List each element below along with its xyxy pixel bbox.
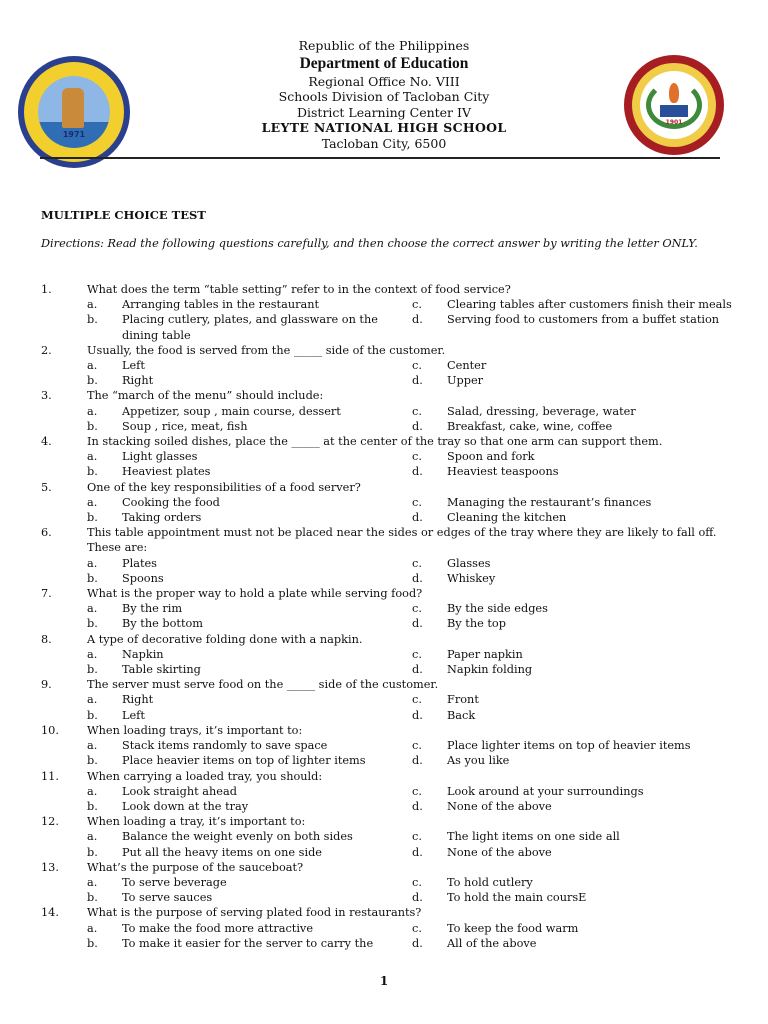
department-line: Department of Education [299,54,469,72]
choice-text: None of the above [447,799,552,813]
page-number: 1 [379,974,389,988]
indent [41,799,87,814]
question-stem-row [41,905,741,920]
question-text: This table appointment must not be placed near the sides or edges of the tray where they are likely to fall off. These are: [87,526,717,555]
choice-letter: c. [412,830,422,844]
choice-row [41,845,741,860]
choice-row [41,510,741,525]
indent [41,495,87,510]
choice-text: To make the food more attractive [122,921,314,935]
choice-text: Managing the restaurant’s finances [447,495,652,509]
choice-row [41,799,741,814]
indent [41,601,87,616]
choice-letter: c. [412,450,422,464]
choice-row [41,312,741,342]
choice-letter: c. [412,602,422,616]
question-number: 14. [41,906,59,920]
choice-row [41,647,741,662]
choice-letter: d. [412,891,423,905]
indent [41,662,87,677]
choice-letter: b. [87,845,98,859]
choice-text: None of the above [447,845,552,859]
choice-text: Put all the heavy items on one side [122,845,322,859]
choice-letter: a. [87,404,98,418]
question-number: 3. [41,389,52,403]
choice-row [41,708,741,723]
choice-text: Breakfast, cake, wine, coffee [447,419,613,433]
choice-text: Soup , rice, meat, fish [122,419,248,433]
question-text: What is the proper way to hold a plate while serving food? [87,587,423,601]
choice-text: Clearing tables after customers finish their meals [447,298,732,312]
question-stem-row [41,434,741,449]
question-stem-row [41,723,741,738]
choice-row [41,875,741,890]
question-stem-row [41,860,741,875]
choice-letter: c. [412,359,422,373]
choice-row [41,692,741,707]
question-number: 12. [41,815,59,829]
choice-text: Look around at your surroundings [447,784,644,798]
indent [41,921,87,936]
question-text: When loading a tray, it’s important to: [87,815,306,829]
choice-letter: a. [87,693,98,707]
choice-text: Appetizer, soup , main course, dessert [122,404,341,418]
choice-row [41,495,741,510]
choice-text: Salad, dressing, beverage, water [447,404,636,418]
choice-row [41,358,741,373]
question-stem-row [41,814,741,829]
republic-line: Republic of the Philippines [298,38,470,53]
choice-letter: d. [412,754,423,768]
choice-letter: a. [87,739,98,753]
choice-row [41,936,741,951]
choice-text: Spoon and fork [447,450,535,464]
choice-text: Napkin folding [447,663,533,677]
choice-row [41,449,741,464]
choice-row [41,738,741,753]
indent [41,890,87,905]
question-text: When carrying a loaded tray, you should: [87,769,323,783]
question-stem-row [41,388,741,403]
choice-text: Left [122,359,145,373]
choice-letter: d. [412,571,423,585]
question-number: 8. [41,632,52,646]
indent [41,738,87,753]
choice-letter: a. [87,359,98,373]
question-text: What is the purpose of serving plated food in restaurants? [87,906,422,920]
choice-text: Serving food to customers from a buffet station [447,313,720,327]
question-number: 11. [41,769,59,783]
choice-letter: b. [87,511,98,525]
choice-text: Spoons [122,571,164,585]
choice-letter: c. [412,404,422,418]
indent [41,571,87,586]
choice-text: By the side edges [447,602,548,616]
choice-letter: b. [87,571,98,585]
choice-letter: c. [412,556,422,570]
choice-text: Taking orders [122,511,202,525]
school-name: LEYTE NATIONAL HIGH SCHOOL [261,120,507,136]
choice-letter: c. [412,298,422,312]
choice-letter: d. [412,663,423,677]
choice-text: Whiskey [447,571,496,585]
indent [41,312,87,342]
question-stem-row [41,677,741,692]
choice-row [41,784,741,799]
choice-row [41,571,741,586]
choice-text: By the rim [122,602,183,616]
choice-text: Right [122,693,154,707]
choice-text: Cleaning the kitchen [447,511,567,525]
choice-text: To make it easier for the server to carry the [122,936,374,950]
choice-letter: b. [87,708,98,722]
choice-row [41,616,741,631]
choice-row [41,404,741,419]
question-number: 5. [41,480,52,494]
choice-letter: d. [412,511,423,525]
choice-letter: a. [87,556,98,570]
choice-text: Heaviest teaspoons [447,465,559,479]
choice-text: Table skirting [122,663,201,677]
choice-row [41,601,741,616]
header-divider [40,157,720,159]
choice-text: To keep the food warm [447,921,579,935]
question-stem-row [41,480,741,495]
district-line: District Learning Center IV [297,104,471,120]
choice-row [41,464,741,479]
choice-letter: d. [412,799,423,813]
choice-letter: c. [412,784,422,798]
choice-text: Stack items randomly to save space [122,739,328,753]
choice-letter: c. [412,921,422,935]
choice-letter: a. [87,875,98,889]
question-text: Usually, the food is served from the _____ side of the customer. [87,343,446,357]
indent [41,404,87,419]
choice-letter: d. [412,313,423,327]
choice-row [41,419,741,434]
choice-row [41,829,741,844]
choice-letter: a. [87,495,98,509]
choice-text: Right [122,374,154,388]
choice-letter: d. [412,936,423,950]
choice-letter: b. [87,936,98,950]
indent [41,845,87,860]
choice-text: Left [122,708,145,722]
choice-row [41,373,741,388]
choice-text: Arranging tables in the restaurant [122,298,320,312]
choice-letter: c. [412,739,422,753]
letterhead [0,38,768,152]
test-title: MULTIPLE CHOICE TEST [41,208,206,222]
choice-letter: d. [412,708,423,722]
question-stem-row [41,586,741,601]
choice-text: Placing cutlery, plates, and glassware on the dining table [122,313,378,342]
choice-text: Glasses [447,556,491,570]
choice-row [41,753,741,768]
question-stem-row [41,632,741,647]
choice-text: Cooking the food [122,495,220,509]
choice-letter: c. [412,875,422,889]
choice-letter: d. [412,374,423,388]
choice-letter: b. [87,374,98,388]
choice-letter: b. [87,617,98,631]
choice-row [41,890,741,905]
choice-text: Front [447,693,479,707]
choice-letter: a. [87,647,98,661]
choice-letter: b. [87,465,98,479]
choice-text: The light items on one side all [447,830,620,844]
choice-letter: a. [87,830,98,844]
region-line: Regional Office No. VIII [308,73,460,89]
indent [41,784,87,799]
choice-letter: d. [412,617,423,631]
question-text: What’s the purpose of the sauceboat? [87,860,304,874]
choice-letter: a. [87,298,98,312]
choice-text: Balance the weight evenly on both sides [122,830,353,844]
choice-letter: d. [412,465,423,479]
indent [41,449,87,464]
question-number: 13. [41,860,59,874]
school-seal-year: 1901 [665,119,683,126]
choice-text: Upper [447,374,484,388]
indent [41,708,87,723]
indent [41,692,87,707]
choice-letter: b. [87,799,98,813]
choice-row [41,921,741,936]
indent [41,510,87,525]
choice-text: Plates [122,556,157,570]
choice-text: Center [447,359,487,373]
choice-letter: b. [87,754,98,768]
question-number: 4. [41,435,52,449]
indent [41,616,87,631]
indent [41,829,87,844]
choice-letter: b. [87,891,98,905]
choice-text: To serve sauces [122,891,213,905]
choice-text: Back [447,708,476,722]
choice-text: To hold cutlery [447,875,533,889]
indent [41,358,87,373]
choice-letter: c. [412,647,422,661]
question-number: 6. [41,526,52,540]
choice-letter: c. [412,495,422,509]
choice-letter: a. [87,602,98,616]
choice-text: Light glasses [122,450,198,464]
question-text: In stacking soiled dishes, place the _____ at the center of the tray so that one arm can support them. [87,435,663,449]
question-stem-row [41,282,741,297]
choice-text: All of the above [447,936,537,950]
question-text: One of the key responsibilities of a food server? [87,480,361,494]
choice-text: Paper napkin [447,647,523,661]
choice-letter: d. [412,845,423,859]
choice-text: By the bottom [122,617,203,631]
directions: Directions: Read the following questions carefully, and then choose the correct answer by writing the letter ONLY. [41,237,698,250]
question-text: What does the term “table setting” refer to in the context of food service? [87,283,511,296]
division-line: Schools Division of Tacloban City [278,89,490,105]
choice-text: Heaviest plates [122,465,211,479]
choice-letter: d. [412,419,423,433]
question-number: 9. [41,678,52,692]
choice-text: To hold the main coursE [447,891,587,905]
choice-text: Look down at the tray [122,799,249,813]
indent [41,647,87,662]
question-number: 7. [41,587,52,601]
city-line: Tacloban City, 6500 [321,135,447,151]
question-text: When loading trays, it’s important to: [87,723,303,737]
question-stem-row [41,525,741,555]
choice-text: Place heavier items on top of lighter items [122,754,366,768]
indent [41,753,87,768]
choice-text: Look straight ahead [122,784,237,798]
question-text: The server must serve food on the _____ side of the customer. [87,678,439,692]
choice-row [41,662,741,677]
indent [41,875,87,890]
choice-letter: b. [87,313,98,327]
choice-letter: a. [87,921,98,935]
choice-row [41,297,741,312]
choice-letter: c. [412,693,422,707]
choice-text: Place lighter items on top of heavier items [447,739,691,753]
choice-letter: a. [87,450,98,464]
choice-text: To serve beverage [122,875,227,889]
choice-letter: b. [87,663,98,677]
choice-row [41,556,741,571]
choice-letter: b. [87,419,98,433]
indent [41,936,87,951]
question-stem-row [41,769,741,784]
choice-text: By the top [447,617,506,631]
indent [41,297,87,312]
indent [41,556,87,571]
choice-letter: a. [87,784,98,798]
indent [41,373,87,388]
indent [41,464,87,479]
question-number: 1. [41,283,52,296]
question-number: 2. [41,343,52,357]
choice-text: As you like [447,754,510,768]
choice-text: Napkin [122,647,164,661]
question-text: A type of decorative folding done with a napkin. [87,632,363,646]
question-list [41,282,741,951]
division-seal-year: 1971 [62,130,86,139]
question-stem-row [41,343,741,358]
question-text: The “march of the menu” should include: [87,389,324,403]
indent [41,419,87,434]
question-number: 10. [41,723,59,737]
